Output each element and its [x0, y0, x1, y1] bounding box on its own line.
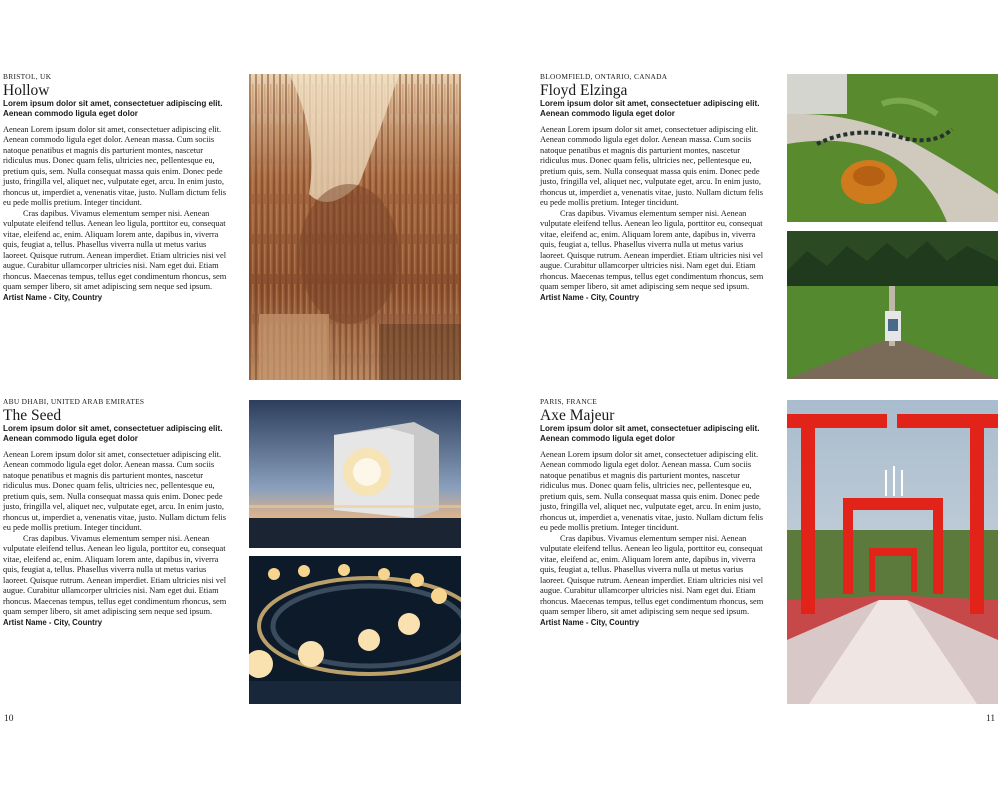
article-title: Floyd Elzinga [540, 82, 628, 99]
article-floyd-elzinga [540, 72, 768, 303]
page-number-left: 10 [4, 714, 14, 724]
location-label: PARIS, FRANCE [540, 397, 598, 406]
article-paragraph: Cras dapibus. Vivamus elementum semper nisi. Aenean vulputate eleifend tellus. Aenean leo ligula, porttitor eu, consequat vitae, eleifend ac, enim. Aliquam lorem ante, dapibus in, viverra quis, feugiat a, tellus. Phasellus viverra nulla ut metus varius laoreet. Quisque rutrum. Aenean imperdiet. Etiam ultricies nisi vel augue. Curabitur ullamcorper ultricies nisi. Nam eget dui. Etiam rhoncus. Maecenas tempus, tellus eget condimentum rhoncus, sem quam semper libero, sit amet adipiscing sem neque sed ipsum. [3, 533, 227, 617]
article-title: Axe Majeur [540, 407, 615, 424]
artist-credit: Artist Name - City, Country [540, 617, 640, 627]
article-title: The Seed [3, 407, 62, 424]
location-label: ABU DHABI, UNITED ARAB EMIRATES [3, 397, 145, 406]
elzinga-field-photo [787, 231, 998, 379]
article-paragraph: Cras dapibus. Vivamus elementum semper nisi. Aenean vulputate eleifend tellus. Aenean leo ligula, porttitor eu, consequat vitae, eleifend ac, enim. Aliquam lorem ante, dapibus in, viverra quis, feugiat a, tellus. Phasellus viverra nulla ut metus varius laoreet. Quisque rutrum. Aenean imperdiet. Etiam ultricies nisi vel augue. Curabitur ullamcorper ultricies nisi. Nam eget dui. Etiam rhoncus. Maecenas tempus, tellus eget condimentum rhoncus, sem quam semper libero, sit amet adipiscing sem neque sed ipsum. [540, 533, 764, 617]
page-number-right: 11 [986, 714, 996, 724]
article-dek: Lorem ipsum dolor sit amet, consectetuer adipiscing elit. Aenean commodo ligula eget dolor [3, 424, 223, 444]
article-dek: Lorem ipsum dolor sit amet, consectetuer adipiscing elit. Aenean commodo ligula eget dolor [540, 424, 760, 444]
article-paragraph: Cras dapibus. Vivamus elementum semper nisi. Aenean vulputate eleifend tellus. Aenean leo ligula, porttitor eu, consequat vitae, eleifend ac, enim. Aliquam lorem ante, dapibus in, viverra quis, feugiat a, tellus. Phasellus viverra nulla ut metus varius laoreet. Quisque rutrum. Aenean imperdiet. Etiam ultricies nisi vel augue. Curabitur ullamcorper ultricies nisi. Nam eget dui. Etiam rhoncus. Maecenas tempus, tellus eget condimentum rhoncus, sem quam semper libero, sit amet adipiscing sem neque sed ipsum. [540, 208, 764, 292]
article-the-seed [3, 397, 231, 628]
article-title: Hollow [3, 82, 50, 99]
article-dek: Lorem ipsum dolor sit amet, consectetuer adipiscing elit. Aenean commodo ligula eget dolor [3, 99, 223, 119]
artist-credit: Artist Name - City, Country [3, 617, 103, 627]
hollow-installation-photo [249, 74, 461, 380]
article-dek: Lorem ipsum dolor sit amet, consectetuer adipiscing elit. Aenean commodo ligula eget dolor [540, 99, 760, 119]
location-label: BRISTOL, UK [3, 72, 52, 81]
artist-credit: Artist Name - City, Country [3, 292, 103, 302]
location-label: BLOOMFIELD, ONTARIO, CANADA [540, 72, 668, 81]
article-axe-majeur [540, 397, 768, 628]
axe-majeur-photo [787, 400, 998, 704]
article-hollow [3, 72, 231, 303]
elzinga-sculpture-photo [787, 74, 998, 222]
article-paragraph: Aenean Lorem ipsum dolor sit amet, consectetuer adipiscing elit. Aenean commodo ligula eget dolor. Aenean massa. Cum sociis natoque penatibus et magnis dis parturient montes, nascetur ridiculus mus. Donec quam felis, ultricies nec, pellentesque eu, pretium quis, sem. Nulla consequat massa quis enim. Donec pede justo, fringilla vel, aliquet nec, vulputate eget, arcu. In enim justo, rhoncus ut, imperdiet a, venenatis vitae, justo. Nullam dictum felis eu pede mollis pretium. Integer tincidunt. [3, 124, 227, 208]
seed-lit-ring-photo [249, 556, 461, 704]
article-paragraph: Cras dapibus. Vivamus elementum semper nisi. Aenean vulputate eleifend tellus. Aenean leo ligula, porttitor eu, consequat vitae, eleifend ac, enim. Aliquam lorem ante, dapibus in, viverra quis, feugiat a, tellus. Phasellus viverra nulla ut metus varius laoreet. Quisque rutrum. Aenean imperdiet. Etiam ultricies nisi vel augue. Curabitur ullamcorper ultricies nisi. Nam eget dui. Etiam rhoncus. Maecenas tempus, tellus eget condimentum rhoncus, sem quam semper libero, sit amet adipiscing sem neque sed ipsum. [3, 208, 227, 292]
article-paragraph: Aenean Lorem ipsum dolor sit amet, consectetuer adipiscing elit. Aenean commodo ligula eget dolor. Aenean massa. Cum sociis natoque penatibus et magnis dis parturient montes, nascetur ridiculus mus. Donec quam felis, ultricies nec, pellentesque eu, pretium quis, sem. Nulla consequat massa quis enim. Donec pede justo, fringilla vel, aliquet nec, vulputate eget, arcu. In enim justo, rhoncus ut, imperdiet a, venenatis vitae, justo. Nullam dictum felis eu pede mollis pretium. Integer tincidunt. [3, 449, 227, 533]
seed-cube-photo [249, 400, 461, 548]
article-paragraph: Aenean Lorem ipsum dolor sit amet, consectetuer adipiscing elit. Aenean commodo ligula eget dolor. Aenean massa. Cum sociis natoque penatibus et magnis dis parturient montes, nascetur ridiculus mus. Donec quam felis, ultricies nec, pellentesque eu, pretium quis, sem. Nulla consequat massa quis enim. Donec pede justo, fringilla vel, aliquet nec, vulputate eget, arcu. In enim justo, rhoncus ut, imperdiet a, venenatis vitae, justo. Nullam dictum felis eu pede mollis pretium. Integer tincidunt. [540, 449, 764, 533]
artist-credit: Artist Name - City, Country [540, 292, 640, 302]
article-paragraph: Aenean Lorem ipsum dolor sit amet, consectetuer adipiscing elit. Aenean commodo ligula eget dolor. Aenean massa. Cum sociis natoque penatibus et magnis dis parturient montes, nascetur ridiculus mus. Donec quam felis, ultricies nec, pellentesque eu, pretium quis, sem. Nulla consequat massa quis enim. Donec pede justo, fringilla vel, aliquet nec, vulputate eget, arcu. In enim justo, rhoncus ut, imperdiet a, venenatis vitae, justo. Nullam dictum felis eu pede mollis pretium. Integer tincidunt. [540, 124, 764, 208]
